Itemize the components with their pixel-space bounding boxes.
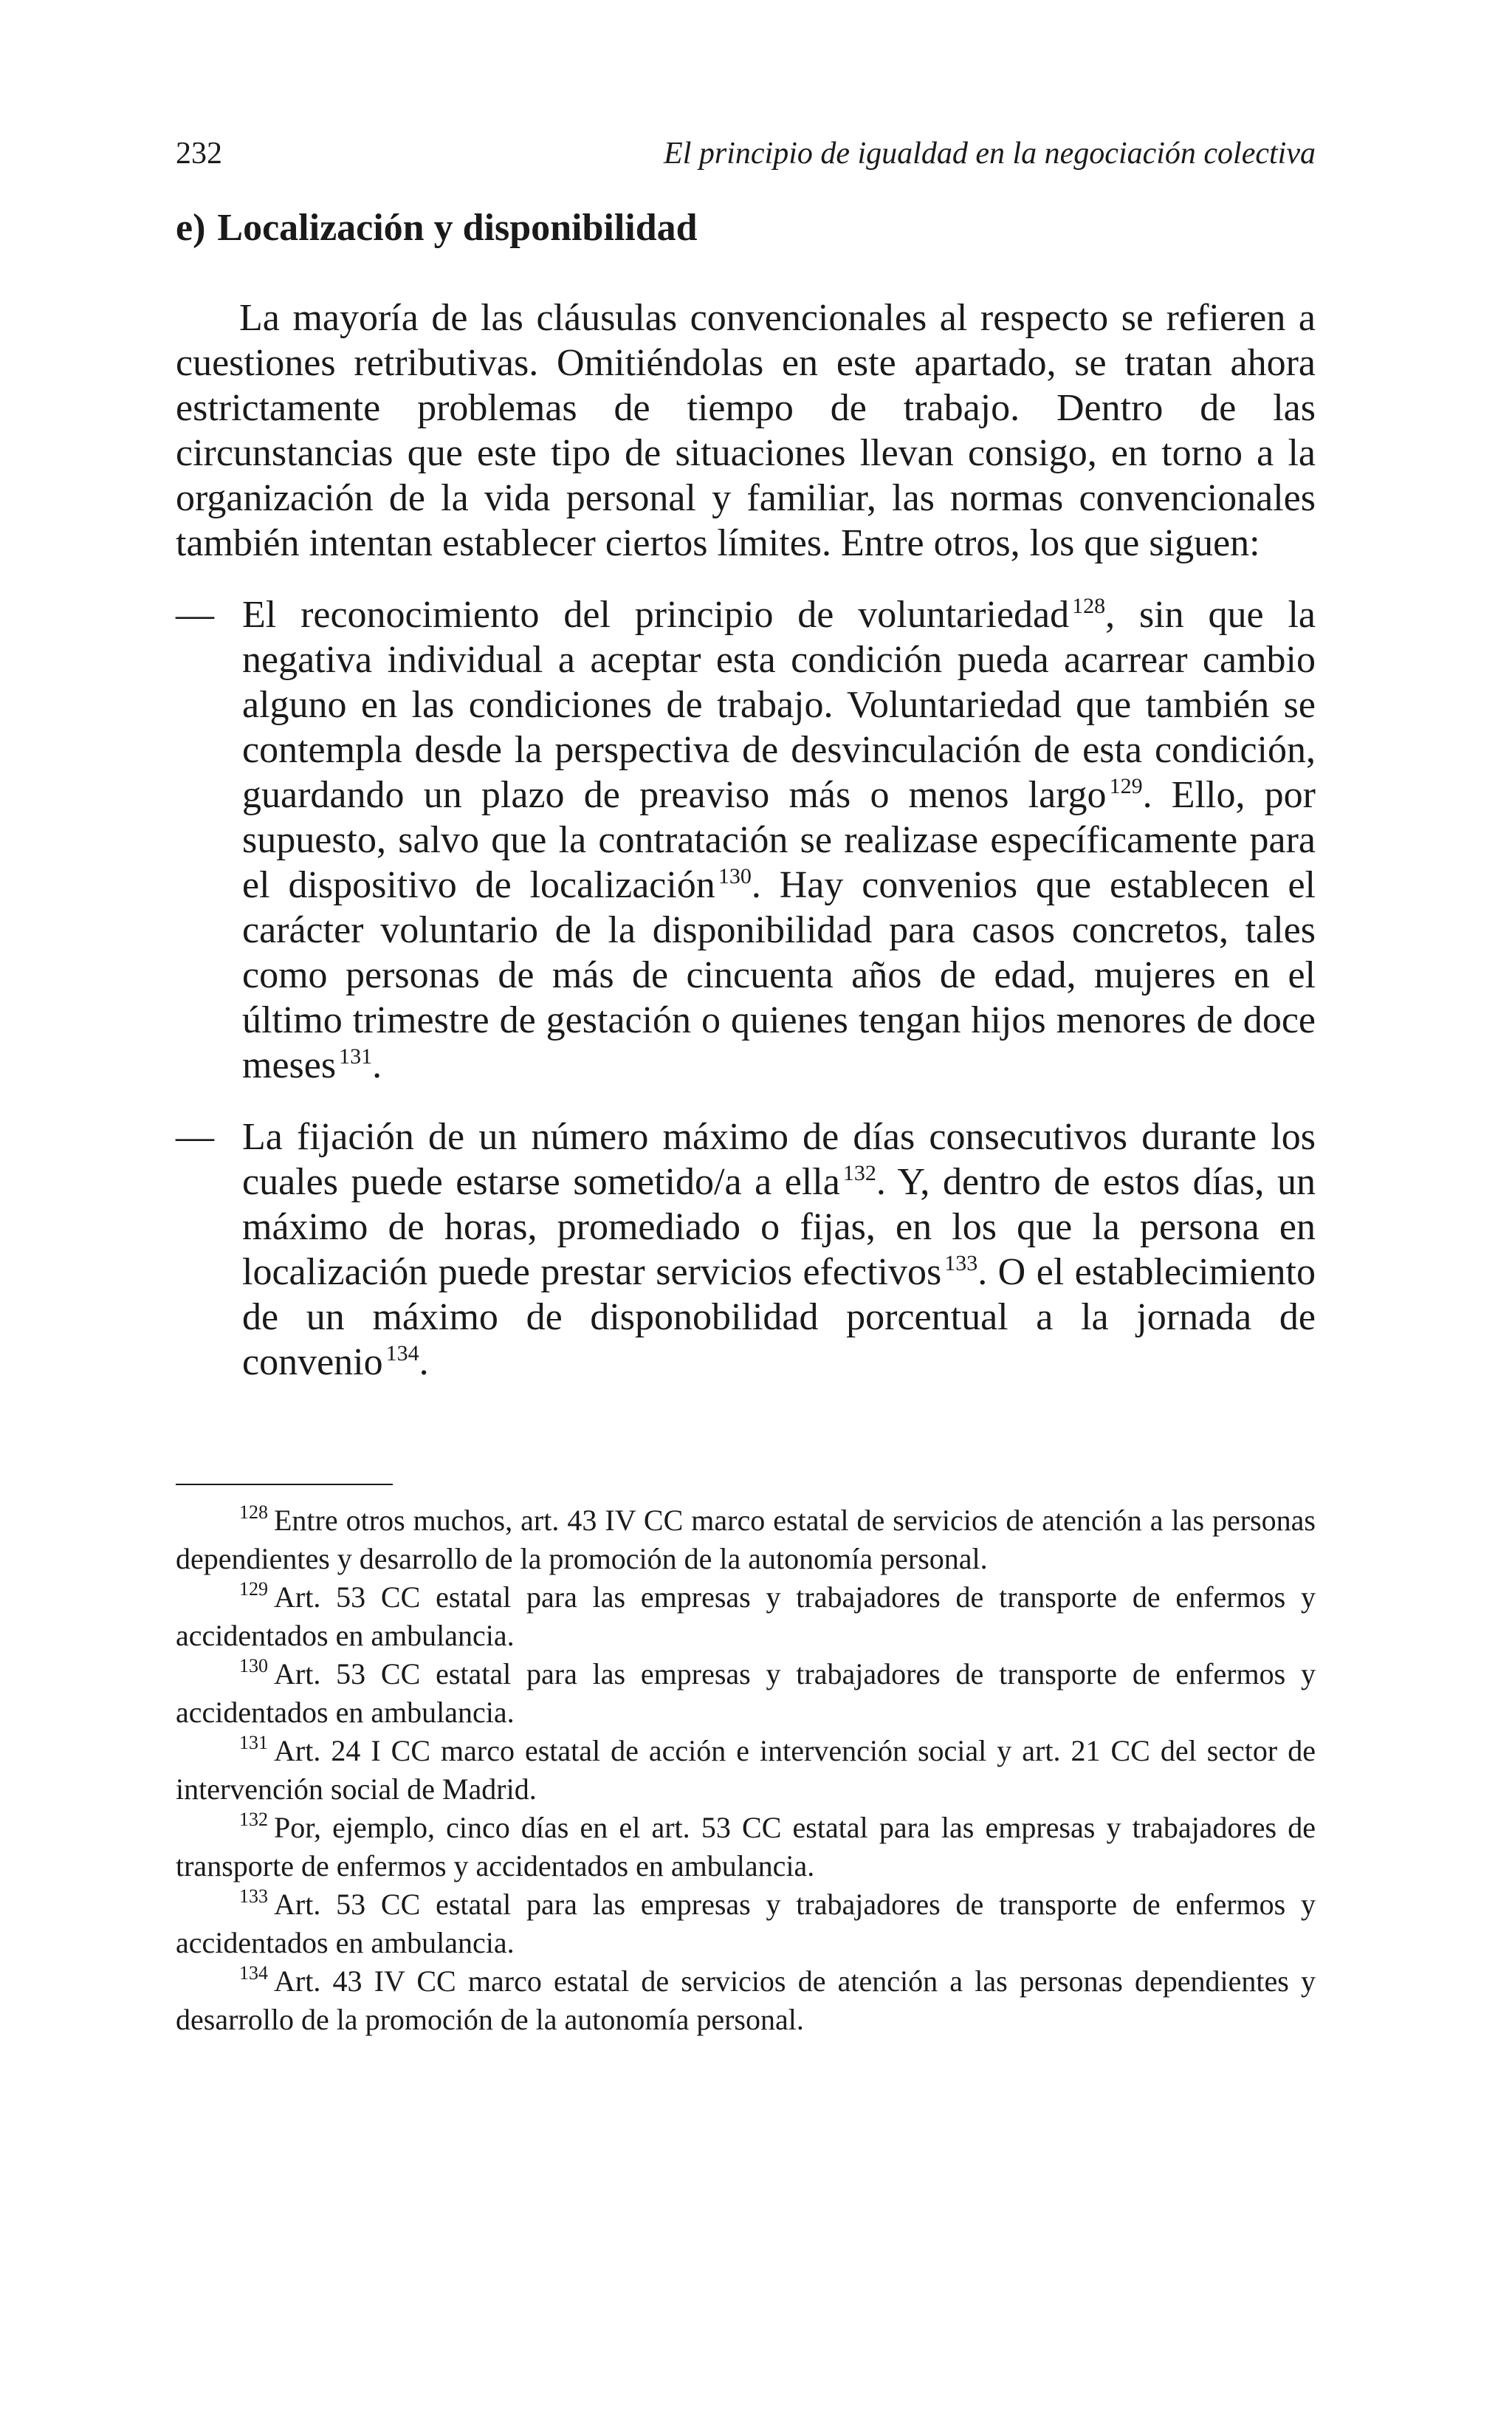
running-title: El principio de igualdad en la negociación colectiva	[664, 137, 1316, 171]
footnote-text: Art. 53 CC estatal para las empresas y trabajadores de transporte de enfermos y accidentados en ambulancia.	[176, 1888, 1316, 1959]
footnote-ref-134[interactable]: 134	[385, 1341, 419, 1366]
footnote-ref-128[interactable]: 128	[1072, 594, 1106, 619]
footnote-text: Entre otros muchos, art. 43 IV CC marco estatal de servicios de atención a las personas dependientes y desarrollo de la promoción de la autonomía personal.	[176, 1504, 1316, 1575]
footnote-129	[176, 1578, 1316, 1655]
footnote-ref-130[interactable]: 130	[718, 864, 752, 889]
footnote-number: 133	[239, 1885, 268, 1908]
footnote-divider	[176, 1484, 393, 1485]
footnote-ref-133[interactable]: 133	[944, 1251, 978, 1276]
footnote-133	[176, 1885, 1316, 1962]
footnote-128	[176, 1501, 1316, 1578]
footnote-number: 128	[239, 1501, 268, 1524]
footnote-text: Art. 53 CC estatal para las empresas y trabajadores de transporte de enfermos y accidentados en ambulancia.	[176, 1580, 1316, 1652]
bullet-text: . Ello, por supuesto, salvo que la contratación se realizase específicamente para el dispositivo de localización	[242, 774, 1316, 906]
footnote-number: 132	[239, 1809, 268, 1831]
footnote-130	[176, 1655, 1316, 1732]
footnote-132	[176, 1809, 1316, 1885]
section-marker: e)	[176, 207, 206, 249]
section-heading	[176, 202, 1316, 254]
footnote-text: Por, ejemplo, cinco días en el art. 53 CC estatal para las empresas y trabajadores de transporte de enfermos y accidentados en ambulancia.	[176, 1811, 1316, 1882]
page-number: 232	[176, 137, 222, 171]
footnote-number: 134	[239, 1962, 268, 1984]
bullet-dash: —	[176, 1116, 214, 1158]
bullet-text: El reconocimiento del principio de voluntariedad	[242, 594, 1070, 636]
bullet-text: .	[372, 1044, 382, 1086]
footnote-text: Art. 43 IV CC marco estatal de servicios de atención a las personas dependientes y desarrollo de la promoción de la autonomía personal.	[176, 1964, 1316, 2036]
bullet-text: . Y, dentro de estos días, un máximo de horas, promediado o fijas, en los que la persona en localización puede prestar servicios efectivos	[242, 1161, 1316, 1293]
book-page	[176, 133, 1316, 2039]
bullet-dash: —	[176, 594, 214, 636]
bullet-item	[176, 592, 1316, 1088]
footnote-ref-132[interactable]: 132	[842, 1161, 876, 1186]
bullet-text: , sin que la negativa individual a aceptar esta condición pueda acarrear cambio alguno en las condiciones de trabajo. Voluntariedad que también se contempla desde la perspectiva de desvinculación de esta condición, guardando un plazo de preaviso más o menos largo	[242, 594, 1316, 816]
running-header	[176, 133, 1316, 174]
bullet-text: . O el establecimiento de un máximo de disponobilidad porcentual a la jornada de convenio	[242, 1251, 1316, 1383]
section-title: Localización y disponibilidad	[217, 207, 698, 249]
footnote-number: 130	[239, 1655, 268, 1677]
intro-paragraph: La mayoría de las cláusulas convencionales al respecto se refieren a cuestiones retributivas. Omitiéndolas en este apartado, se tratan ahora estrictamente problemas de tiempo de trabajo. Dentro de las circunstancias que este tipo de situaciones llevan consigo, en torno a la organización de la vida personal y familiar, las normas convencionales también intentan establecer ciertos límites. Entre otros, los que siguen:	[176, 297, 1316, 564]
bullet-text: . Hay convenios que establecen el carácter voluntario de la disponibilidad para casos concretos, tales como personas de más de cincuenta años de edad, mujeres en el último trimestre de gestación o quienes tengan hijos menores de doce meses	[242, 864, 1316, 1086]
footnotes	[176, 1501, 1316, 2039]
footnote-number: 129	[239, 1578, 268, 1600]
bullet-text: .	[419, 1341, 429, 1383]
footnote-text: Art. 24 I CC marco estatal de acción e intervención social y art. 21 CC del sector de intervención social de Madrid.	[176, 1734, 1316, 1806]
footnote-text: Art. 53 CC estatal para las empresas y trabajadores de transporte de enfermos y accidentados en ambulancia.	[176, 1657, 1316, 1729]
footnote-ref-129[interactable]: 129	[1109, 774, 1143, 799]
footnote-number: 131	[239, 1732, 268, 1754]
bullet-text: La fijación de un número máximo de días consecutivos durante los cuales puede estarse sometido/a a ella	[242, 1116, 1316, 1203]
footnote-134	[176, 1962, 1316, 2039]
bullet-item	[176, 1114, 1316, 1385]
footnote-ref-131[interactable]: 131	[339, 1044, 373, 1069]
footnote-131	[176, 1732, 1316, 1809]
